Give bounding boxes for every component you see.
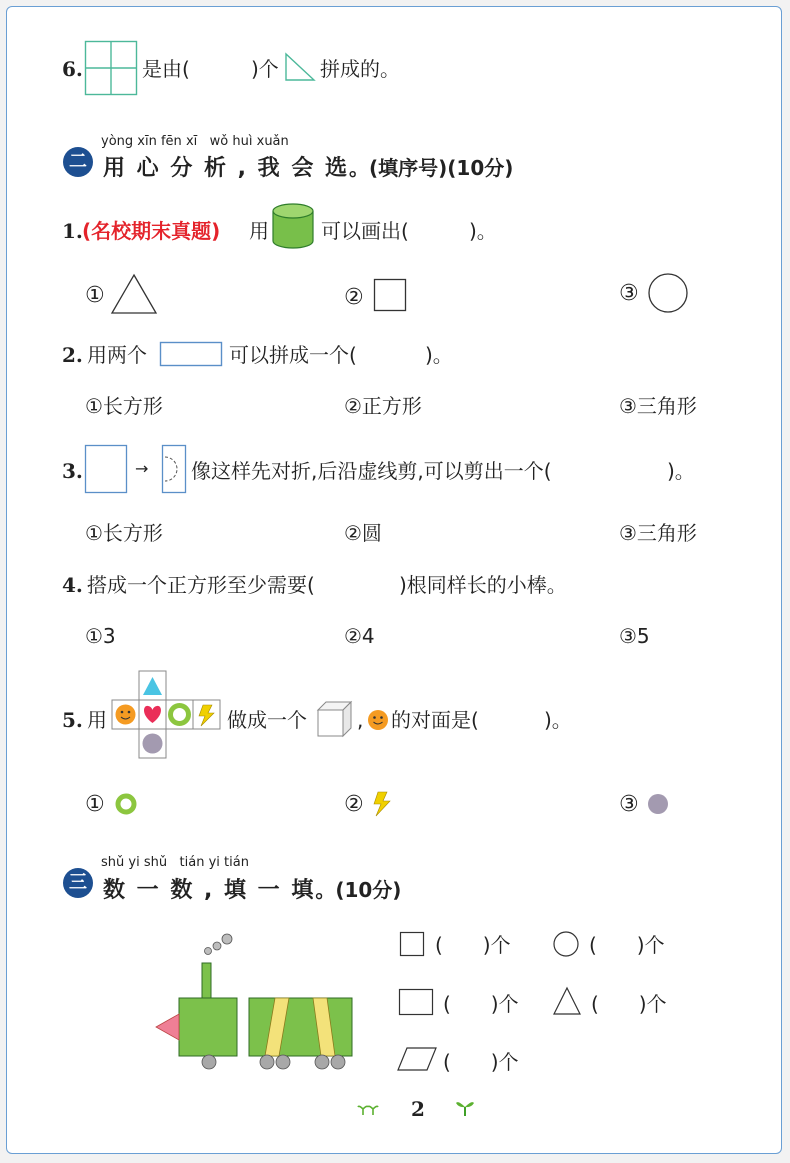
worksheet-page [6, 6, 782, 1154]
green-ring-icon [115, 793, 137, 815]
q5-text-d: 的对面是( [391, 708, 479, 732]
count-triangle-shape [553, 987, 581, 1015]
q5-option-3: ③ [619, 792, 639, 817]
count-square-shape [400, 932, 424, 956]
sprout-icon-right [455, 1099, 475, 1117]
q3-option-3: ③三角形 [619, 521, 697, 545]
q5-text-a: 用 [87, 708, 107, 732]
q2-text-b: 可以拼成一个( [229, 343, 357, 367]
q6-text-b: )个 [251, 57, 279, 81]
count-rectangle-shape [399, 989, 433, 1015]
q1-option-2: ② [344, 285, 364, 310]
q4-option-3: ③5 [619, 624, 650, 648]
q3-text: 像这样先对折,后沿虚线剪,可以剪出一个( [191, 459, 552, 483]
circle-shape [648, 273, 688, 313]
q1-text-b: 可以画出( [321, 219, 409, 243]
q6-text-a: 是由( [142, 57, 190, 81]
q1-number: 1. [62, 219, 83, 243]
q2-rectangle-shape [160, 342, 222, 366]
q2-text-c: )。 [425, 343, 453, 367]
section3-pinyin: shǔ yi shǔ tián yi tián [101, 855, 249, 870]
count-circle-answer: ( )个 [589, 933, 665, 957]
q5-option-2: ② [344, 792, 364, 817]
count-parallelogram-answer: ( )个 [443, 1050, 519, 1074]
q2-text-a: 用两个 [87, 343, 147, 367]
q1-option-1: ① [85, 283, 105, 308]
square-shape [374, 279, 406, 311]
count-triangle-answer: ( )个 [591, 992, 667, 1016]
q3-folded-shape [162, 445, 186, 493]
q1-text-c: )。 [469, 219, 497, 243]
q3-number: 3. [62, 459, 83, 483]
q2-number: 2. [62, 343, 83, 367]
q3-paper-shape [85, 445, 127, 493]
sprout-icon-left [357, 1101, 379, 1117]
page-number: 2 [411, 1097, 425, 1121]
count-square-answer: ( )个 [435, 933, 511, 957]
q6-text-c: 拼成的。 [320, 57, 400, 81]
q6-grid-shape [85, 41, 137, 95]
smiley-face-icon [367, 709, 389, 731]
q1-text-a: 用 [249, 219, 269, 243]
purple-circle-icon [647, 793, 669, 815]
train-illustration [155, 921, 355, 1069]
q4-option-1: ①3 [85, 624, 116, 648]
q2-option-3: ③三角形 [619, 394, 697, 418]
section2-badge: 二 [63, 147, 93, 177]
lightning-icon [373, 791, 395, 817]
q6-number: 6. [62, 57, 83, 81]
section3-title: 数 一 数 , 填 一 填。(10分) [103, 878, 402, 903]
section2-pinyin: yòng xīn fēn xī wǒ huì xuǎn [101, 134, 289, 149]
cube-net-shape [111, 670, 223, 760]
q2-option-1: ①长方形 [85, 394, 163, 418]
q1-tag: (名校期末真题) [82, 219, 221, 243]
q5-text-e: )。 [544, 708, 572, 732]
section2-title: 用 心 分 析 , 我 会 选。(填序号)(10分) [103, 156, 514, 181]
q4-text: 搭成一个正方形至少需要( [87, 573, 315, 597]
q2-option-2: ②正方形 [344, 394, 422, 418]
q4-number: 4. [62, 573, 83, 597]
q1-option-3: ③ [619, 281, 639, 306]
q3-option-1: ①长方形 [85, 521, 163, 545]
q3-text-end: )。 [667, 459, 695, 483]
count-rectangle-answer: ( )个 [443, 992, 519, 1016]
q4-text-end: )根同样长的小棒。 [399, 573, 567, 597]
cylinder-icon [272, 203, 314, 249]
q3-option-2: ②圆 [344, 521, 382, 545]
q5-text-c: , [357, 708, 364, 732]
triangle-shape [111, 274, 157, 314]
count-parallelogram-shape [397, 1047, 437, 1071]
q6-triangle-shape [285, 53, 315, 81]
section3-badge: 三 [63, 868, 93, 898]
cube-icon [317, 701, 353, 737]
q5-text-b: 做成一个 [227, 708, 307, 732]
q4-option-2: ②4 [344, 624, 375, 648]
arrow-icon: → [135, 459, 149, 478]
q5-option-1: ① [85, 792, 105, 817]
q5-number: 5. [62, 708, 83, 732]
count-circle-shape [553, 931, 579, 957]
